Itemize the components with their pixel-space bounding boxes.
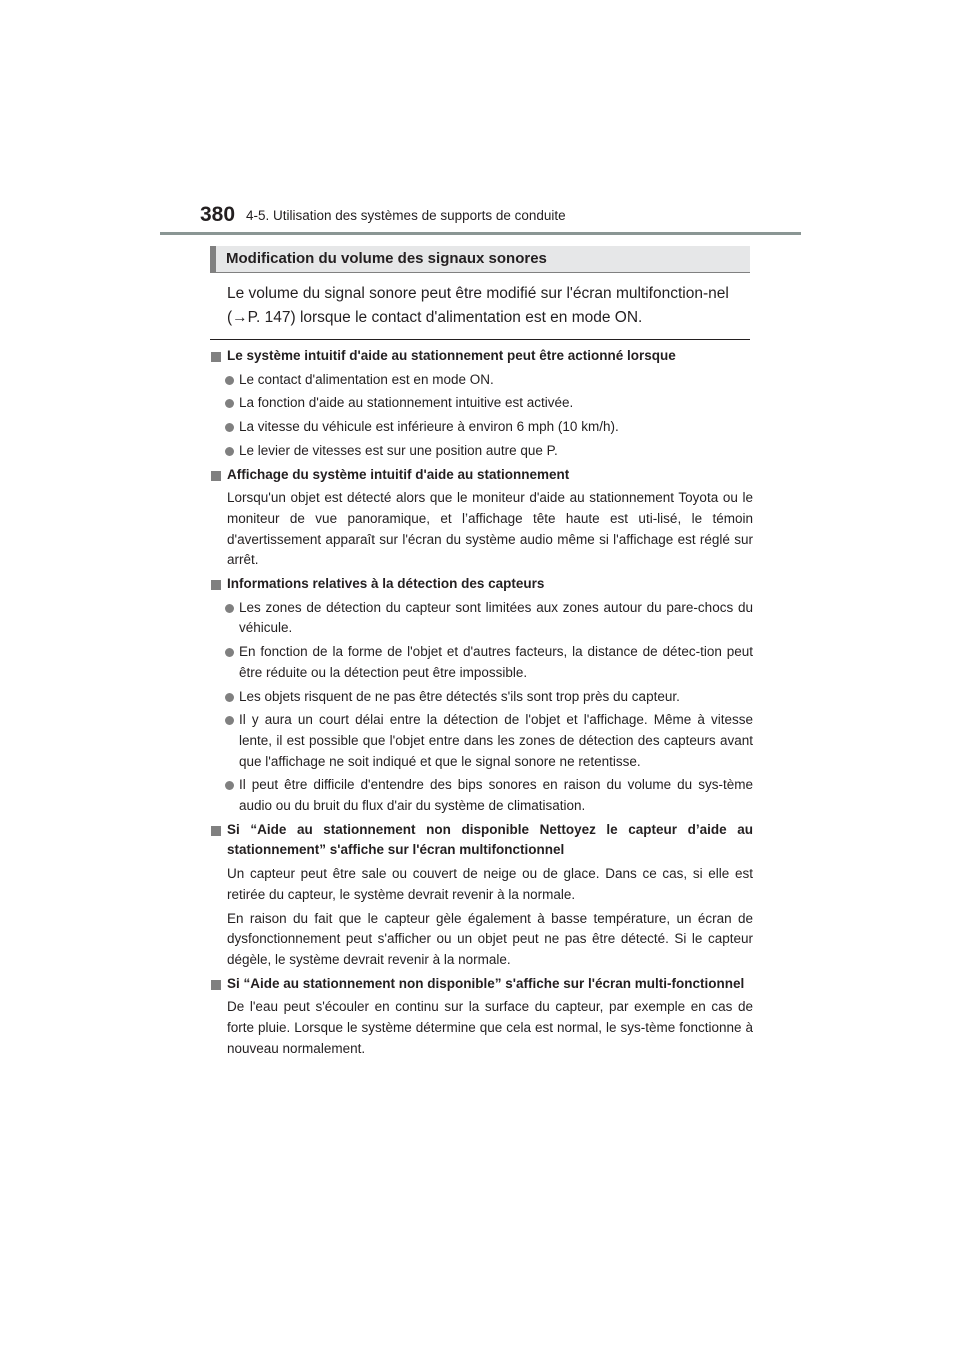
section-title: Modification du volume des signaux sonores — [226, 250, 547, 267]
note-bullet-text: Le contact d'alimentation est en mode ON. — [239, 371, 494, 387]
section-underline — [210, 272, 750, 273]
note-bullet — [210, 370, 753, 391]
note-bullet — [210, 417, 753, 438]
note-bullet — [210, 393, 753, 414]
round-bullet-icon — [225, 376, 234, 385]
note-paragraph: Lorsqu'un objet est détecté alors que le moniteur d'aide au stationnement Toyota ou le moniteur de vue panoramique, et l’affichage tête haute est uti-lisé, le témoin d'avertissement apparaît sur l'écran du système audio même si l'affichage est réglé sur arrêt. — [227, 490, 753, 568]
section-heading-box — [210, 246, 750, 272]
note-bullet — [210, 598, 753, 639]
square-bullet-icon — [211, 826, 221, 836]
round-bullet-icon — [225, 447, 234, 456]
note-bullet-text: Le levier de vitesses est sur une position autre que P. — [239, 442, 558, 458]
round-bullet-icon — [225, 648, 234, 657]
note-bullet — [210, 687, 753, 708]
note-bullet-text: Il y aura un court délai entre la détection de l'objet et l'affichage. Même à vitesse lente, il est possible que l'objet entre dans les zones de détection des capteurs avant que l'affichage ne soit indiqué et que le signal sonore ne retentisse. — [239, 712, 753, 769]
note-heading — [210, 820, 753, 861]
note-heading-text: Le système intuitif d'aide au stationnement peut être actionné lorsque — [227, 348, 676, 363]
note-bullet — [210, 775, 753, 816]
note-bullet-text: En fonction de la forme de l'objet et d'autres facteurs, la distance de détec-tion peut être réduite ou la détection peut être impossible. — [239, 644, 753, 680]
round-bullet-icon — [225, 781, 234, 790]
intro-rule — [210, 339, 750, 340]
note-bullet-text: La vitesse du véhicule est inférieure à environ 6 mph (10 km/h). — [239, 419, 619, 435]
note-heading — [210, 974, 753, 995]
page-number: 380 — [200, 203, 236, 226]
note-heading — [210, 346, 753, 367]
note-heading-text: Affichage du système intuitif d'aide au stationnement — [227, 466, 570, 482]
note-bullet — [210, 710, 753, 772]
header-rule — [160, 232, 801, 235]
note-bullet — [210, 441, 753, 462]
round-bullet-icon — [225, 693, 234, 702]
round-bullet-icon — [225, 716, 234, 725]
note-heading-text: Si “Aide au stationnement non disponible Nettoyez le capteur d’aide au stationnement” s'affiche sur l'écran multifonctionnel — [227, 821, 753, 858]
section-intro: Le volume du signal sonore peut être modifié sur l'écran multifonction-nel (→P. 147) lorsque le contact d'alimentation est en mode ON. — [227, 285, 729, 326]
notes-list — [210, 346, 753, 1060]
square-bullet-icon — [211, 980, 221, 990]
square-bullet-icon — [211, 580, 221, 590]
note-paragraph: De l'eau peut s'écouler en continu sur la surface du capteur, par exemple en cas de forte pluie. Lorsque le système détermine que cela est normal, le sys-tème fonctionne à nouveau normalement. — [227, 999, 753, 1056]
note-paragraph: En raison du fait que le capteur gèle également à basse température, un écran de dysfonctionnement peut s'afficher ou un objet peut ne pas être détecté. Si le capteur dégèle, le système devrait revenir à la normale. — [227, 910, 753, 967]
note-heading — [210, 465, 753, 486]
note-heading-text: Informations relatives à la détection des capteurs — [227, 576, 545, 592]
note-bullet-text: La fonction d'aide au stationnement intuitive est activée. — [239, 395, 574, 411]
note-paragraph: Un capteur peut être sale ou couvert de neige ou de glace. Dans ce cas, si elle est retirée du capteur, le système devrait revenir à la normale. — [227, 866, 753, 902]
note-heading — [210, 574, 753, 595]
square-bullet-icon — [211, 471, 221, 481]
note-bullet-text: Les objets risquent de ne pas être détectés s'ils sont trop près du capteur. — [239, 688, 680, 704]
note-bullet — [210, 642, 753, 683]
square-bullet-icon — [211, 352, 221, 362]
note-bullet-text: Il peut être difficile d'entendre des bips sonores en raison du volume du sys-tème audio ou du bruit du flux d'air du système de climatisation. — [239, 777, 753, 814]
round-bullet-icon — [225, 604, 234, 613]
chapter-title: 4-5. Utilisation des systèmes de supports de conduite — [246, 208, 566, 223]
note-heading-text: Si “Aide au stationnement non disponible” s'affiche sur l'écran multi-fonctionnel — [227, 975, 745, 991]
section-heading-bar — [210, 246, 216, 272]
round-bullet-icon — [225, 399, 234, 408]
page-header — [200, 203, 800, 233]
note-bullet-text: Les zones de détection du capteur sont limitées aux zones autour du pare-chocs du véhicule. — [239, 599, 753, 636]
round-bullet-icon — [225, 423, 234, 432]
